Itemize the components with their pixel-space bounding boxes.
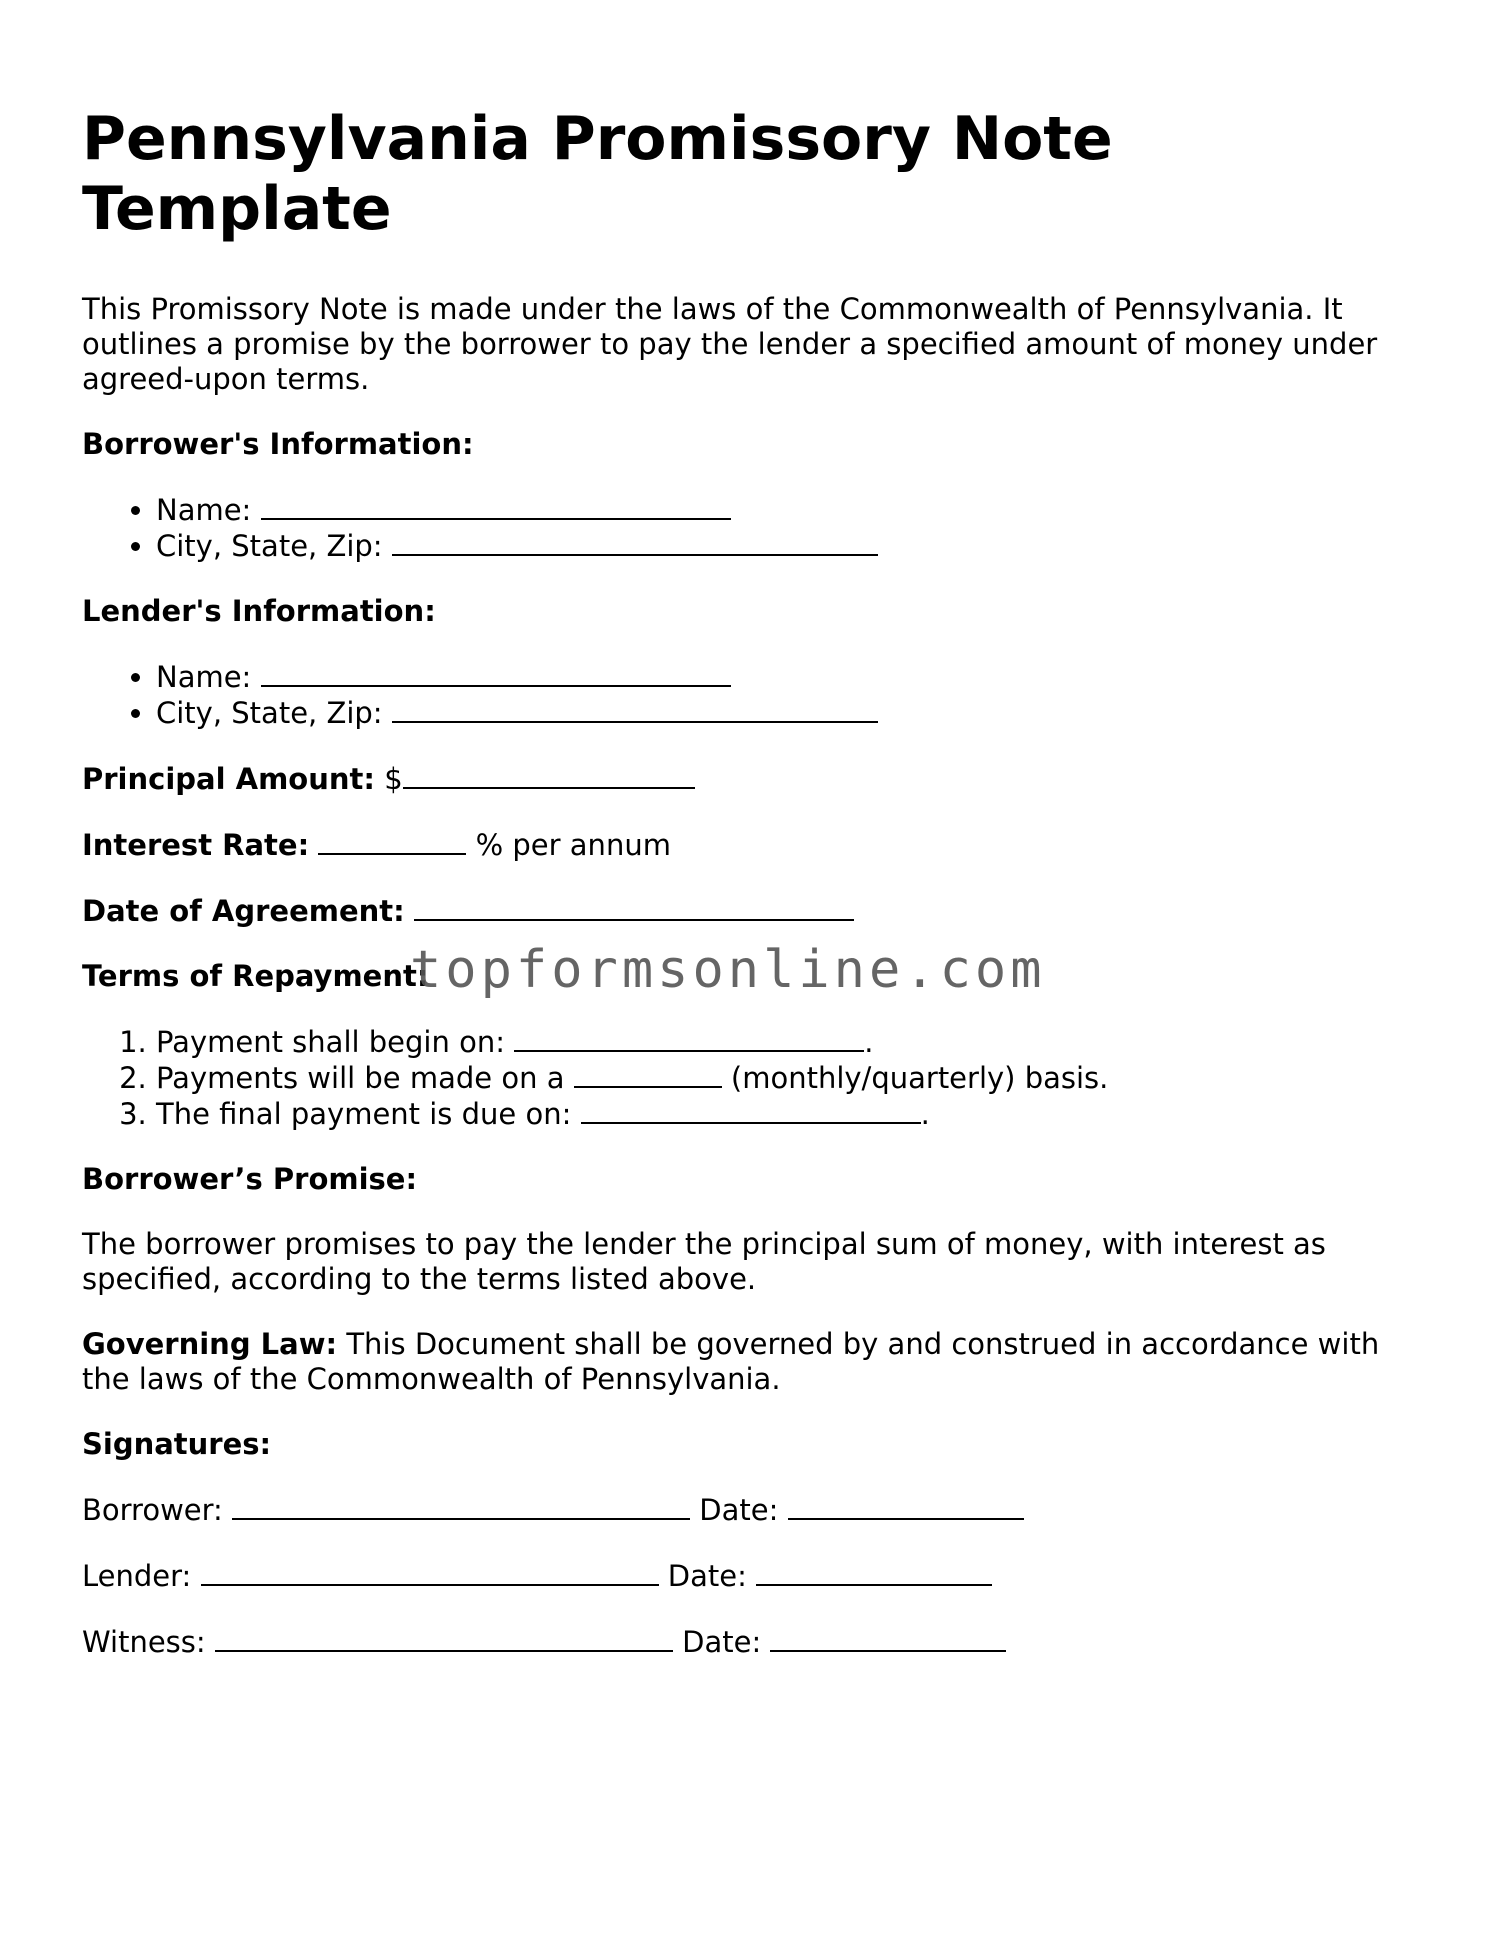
list-item: [156, 1024, 1422, 1060]
lender-name-field[interactable]: [261, 659, 731, 687]
witness-signature-label: Witness:: [82, 1625, 206, 1659]
principal-label: Principal Amount:: [82, 762, 375, 796]
intro-paragraph: This Promissory Note is made under the laws of the Commonwealth of Pennsylvania. It outlines a promise by the borrower to pay the lender a specified amount of money under agreed-upon terms.: [82, 292, 1378, 396]
repayment-list: [82, 1024, 1422, 1132]
interest-rate-field[interactable]: [318, 827, 466, 855]
agreement-date-label: Date of Agreement:: [82, 894, 405, 928]
borrower-heading: Borrower's Information:: [82, 427, 474, 461]
page-title: Pennsylvania Promissory Note Template: [82, 104, 1113, 244]
lender-city-field[interactable]: [392, 695, 878, 723]
repayment-heading: Terms of Repayment:: [82, 959, 429, 993]
list-item: [156, 492, 1422, 528]
repayment-start-suffix: .: [864, 1025, 874, 1059]
borrower-city-label: City, State, Zip:: [156, 529, 383, 563]
interest-row: [82, 827, 1422, 863]
witness-date-field[interactable]: [770, 1624, 1006, 1652]
document-page: [82, 104, 1422, 1690]
agreement-date-row: [82, 893, 1422, 929]
lender-name-label: Name:: [156, 660, 252, 694]
list-item: [156, 1096, 1422, 1132]
borrower-date-field[interactable]: [788, 1492, 1024, 1520]
borrower-name-label: Name:: [156, 493, 252, 527]
list-item: [156, 659, 1422, 695]
repayment-frequency-field[interactable]: [574, 1060, 722, 1088]
lender-date-label: Date:: [667, 1559, 747, 1593]
interest-label: Interest Rate:: [82, 828, 310, 862]
lender-signature-label: Lender:: [82, 1559, 192, 1593]
borrower-signature-label: Borrower:: [82, 1493, 223, 1527]
list-item: [156, 695, 1422, 731]
lender-signature-row: [82, 1558, 1422, 1594]
principal-amount-field[interactable]: [403, 761, 695, 789]
lender-signature-field[interactable]: [201, 1558, 659, 1586]
repayment-frequency-suffix: (monthly/quarterly) basis.: [730, 1061, 1109, 1095]
borrower-signature-row: [82, 1492, 1422, 1528]
borrower-city-field[interactable]: [392, 528, 878, 556]
promise-paragraph: The borrower promises to pay the lender the principal sum of money, with interest as specified, according to the terms listed above.: [82, 1227, 1326, 1296]
governing-law-text: This Document shall be governed by and construed in accordance with the laws of the Commonwealth of Pennsylvania.: [82, 1327, 1380, 1396]
principal-row: [82, 761, 1422, 797]
promise-heading: Borrower’s Promise:: [82, 1162, 418, 1196]
borrower-date-label: Date:: [699, 1493, 779, 1527]
lender-heading: Lender's Information:: [82, 594, 436, 628]
borrower-name-field[interactable]: [261, 492, 731, 520]
borrower-list: [82, 492, 1422, 564]
final-payment-field[interactable]: [581, 1096, 921, 1124]
list-item: [156, 528, 1422, 564]
lender-date-field[interactable]: [756, 1558, 992, 1586]
lender-city-label: City, State, Zip:: [156, 696, 383, 730]
final-payment-label: The final payment is due on:: [156, 1097, 572, 1131]
agreement-date-field[interactable]: [414, 893, 854, 921]
governing-law-label: Governing Law:: [82, 1327, 338, 1361]
governing-law-paragraph: [82, 1327, 1422, 1397]
repayment-start-field[interactable]: [514, 1024, 864, 1052]
interest-suffix: % per annum: [475, 828, 671, 862]
witness-date-label: Date:: [682, 1625, 762, 1659]
repayment-frequency-label: Payments will be made on a: [156, 1061, 565, 1095]
watermark: topformsonline.com: [410, 940, 1046, 1000]
lender-list: [82, 659, 1422, 731]
witness-signature-field[interactable]: [215, 1624, 673, 1652]
list-item: [156, 1060, 1422, 1096]
final-payment-suffix: .: [920, 1097, 930, 1131]
repayment-start-label: Payment shall begin on:: [156, 1025, 505, 1059]
witness-signature-row: [82, 1624, 1422, 1660]
currency-symbol: $: [384, 762, 403, 796]
borrower-signature-field[interactable]: [232, 1492, 690, 1520]
signatures-heading: Signatures:: [82, 1427, 272, 1461]
